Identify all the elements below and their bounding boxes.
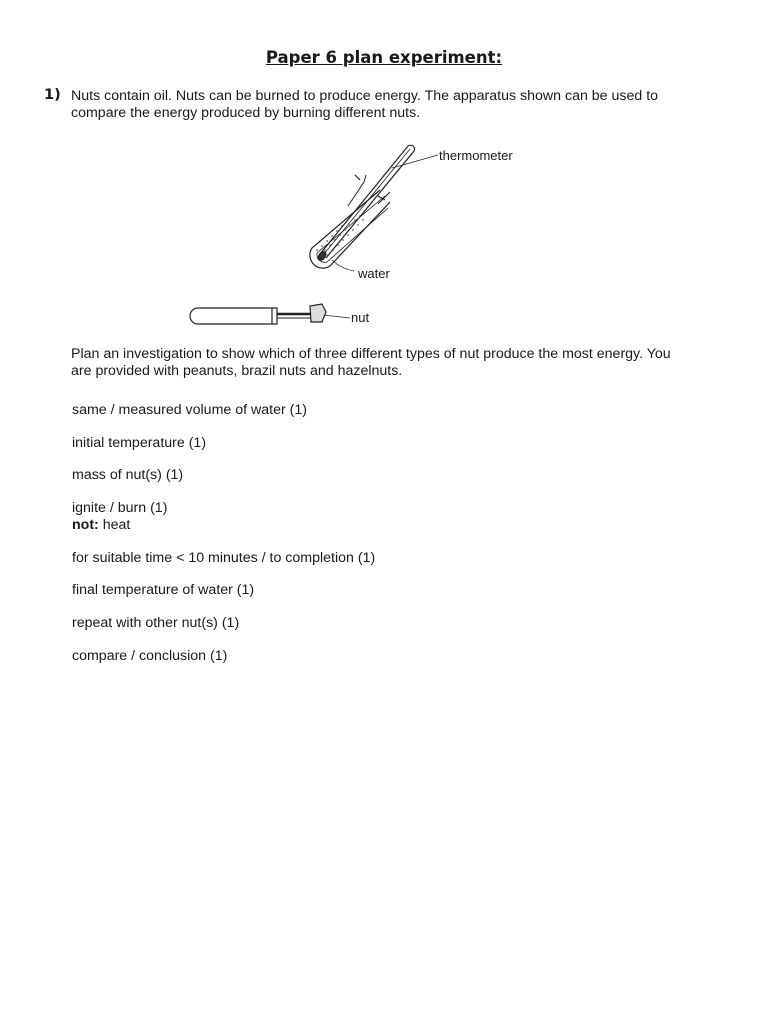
- plan-prompt: Plan an investigation to show which of three different types of nut produce the most energy. You are provided with peanuts, brazil nuts and hazelnuts.: [71, 346, 671, 379]
- note-text: heat: [98, 517, 131, 533]
- label-water: water: [358, 266, 390, 281]
- page-title: Paper 6 plan experiment:: [265, 48, 503, 67]
- mark-point-8: compare / conclusion (1): [72, 648, 228, 664]
- mark-point-1: same / measured volume of water (1): [72, 402, 307, 418]
- mark-note: [72, 517, 130, 534]
- question-intro: Nuts contain oil. Nuts can be burned to produce energy. The apparatus shown can be used to compare the energy produced by burning different nuts.: [71, 88, 659, 121]
- thermometer: [316, 145, 414, 262]
- clamp-lines: [348, 175, 390, 206]
- nut-shape: [310, 304, 326, 322]
- mark-point-3: mass of nut(s) (1): [72, 467, 184, 483]
- apparatus-diagram: [180, 130, 540, 330]
- mark-point-2: initial temperature (1): [72, 435, 207, 451]
- mark-point-6: final temperature of water (1): [72, 582, 255, 598]
- question-number: 1): [44, 87, 61, 103]
- mounted-needle: [190, 308, 312, 324]
- note-prefix: not:: [72, 517, 99, 533]
- label-thermometer: thermometer: [439, 148, 513, 163]
- mark-point-5: for suitable time < 10 minutes / to completion (1): [72, 550, 376, 566]
- mark-point-7: repeat with other nut(s) (1): [72, 615, 240, 631]
- mark-point-4: ignite / burn (1): [72, 500, 168, 516]
- label-nut: nut: [351, 310, 370, 325]
